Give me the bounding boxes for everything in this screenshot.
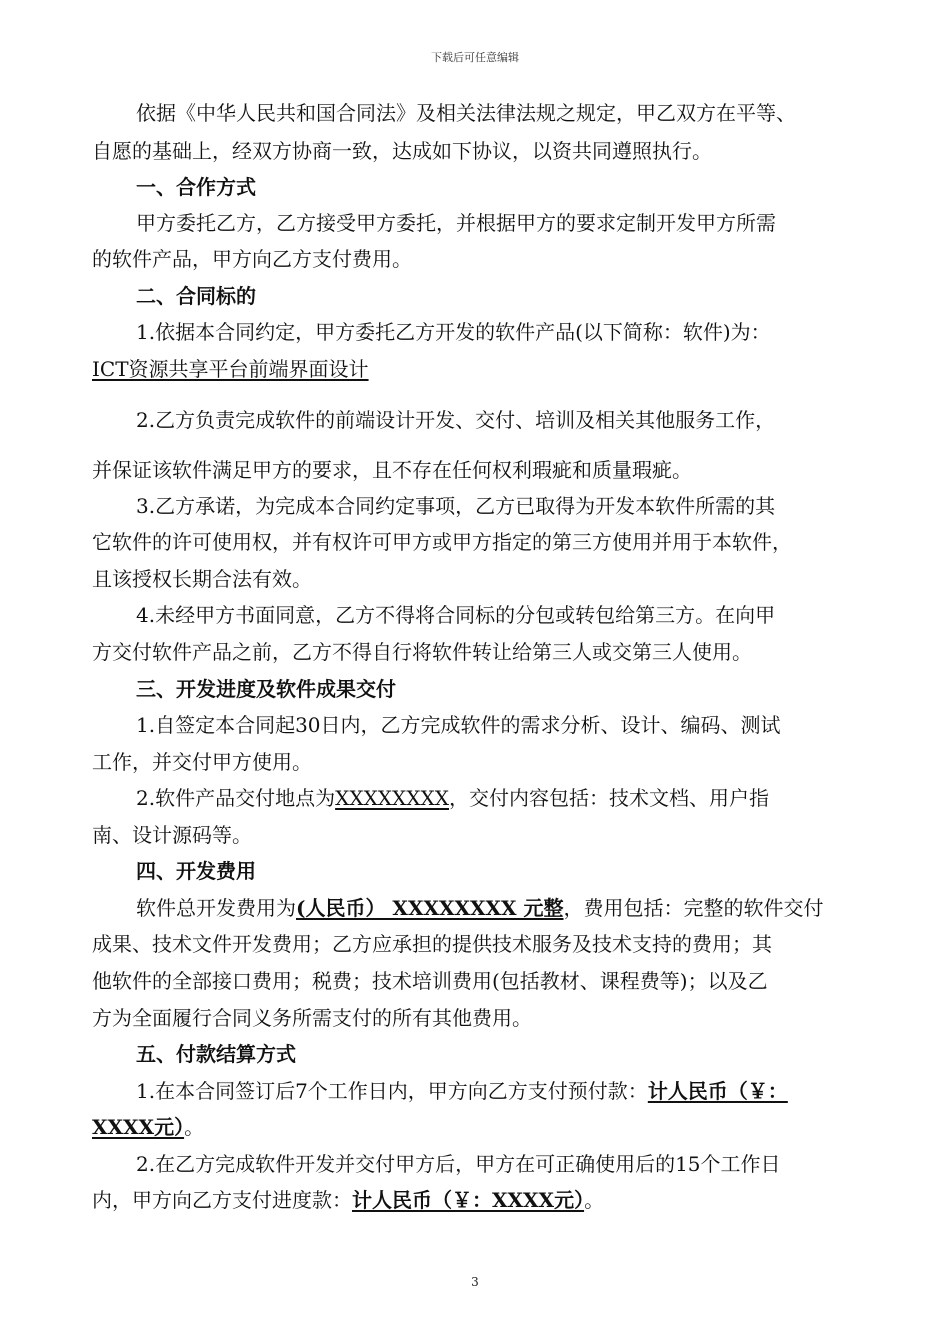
paragraph-line: 甲方委托乙方，乙方接受甲方委托，并根据甲方的要求定制开发甲方所需 (136, 211, 776, 235)
total-fee-amount: (人民币） XXXXXXXX 元整 (296, 896, 564, 920)
line-text: 2.软件产品交付地点为 (136, 786, 336, 810)
paragraph-line (136, 895, 862, 921)
prepayment-amount-cont: XXXX元） (92, 1115, 185, 1139)
paragraph-line: 依据《中华人民共和国合同法》及相关法律法规之规定，甲乙双方在平等、 (136, 101, 796, 125)
paragraph-line (136, 785, 862, 811)
delivery-location: XXXXXXXX (335, 786, 449, 810)
paragraph-line: 1.自签定本合同起30日内，乙方完成软件的需求分析、设计、编码、测试 (136, 713, 781, 737)
progress-payment-amount: 计人民币（￥：XXXX元） (352, 1188, 585, 1212)
paragraph-line (92, 1187, 862, 1213)
paragraph-line: 自愿的基础上，经双方协商一致，达成如下协议，以资共同遵照执行。 (92, 139, 712, 163)
paragraph-line: 2.乙方负责完成软件的前端设计开发、交付、培训及相关其他服务工作， (136, 408, 776, 432)
line-text: 1.在本合同签订后7个工作日内，甲方向乙方支付预付款： (136, 1079, 648, 1103)
software-name-text: ICT资源共享平台前端界面设计 (92, 357, 369, 381)
section-heading-cooperation: 一、合作方式 (136, 175, 256, 199)
paragraph-line: 并保证该软件满足甲方的要求，且不存在任何权利瑕疵和质量瑕疵。 (92, 458, 692, 482)
line-text: 软件总开发费用为 (136, 896, 296, 920)
line-text: 。 (184, 1115, 205, 1139)
paragraph-line: 且该授权长期合法有效。 (92, 567, 312, 591)
paragraph-line: 3.乙方承诺，为完成本合同约定事项，乙方已取得为开发本软件所需的其 (136, 494, 776, 518)
paragraph-line: 南、设计源码等。 (92, 823, 252, 847)
software-name (92, 356, 862, 382)
paragraph-line (136, 1078, 862, 1104)
paragraph-line: 的软件产品，甲方向乙方支付费用。 (92, 247, 412, 271)
section-heading-payment: 五、付款结算方式 (136, 1042, 296, 1066)
paragraph-line: 4.未经甲方书面同意，乙方不得将合同标的分包或转包给第三方。在向甲 (136, 603, 776, 627)
line-text: ，交付内容包括：技术文档、用户指 (449, 786, 769, 810)
section-heading-fees: 四、开发费用 (136, 859, 256, 883)
paragraph-line: 工作，并交付甲方使用。 (92, 750, 312, 774)
paragraph-line: 它软件的许可使用权，并有权许可甲方或甲方指定的第三方使用并用于本软件， (92, 530, 792, 554)
line-text: ，费用包括：完整的软件交付 (563, 896, 824, 920)
paragraph-line: 方为全面履行合同义务所需支付的所有其他费用。 (92, 1006, 532, 1030)
page-number: 3 (471, 1275, 479, 1289)
paragraph-line: 他软件的全部接口费用；税费；技术培训费用(包括教材、课程费等)；以及乙 (92, 969, 768, 993)
prepayment-amount: 计人民币（￥： (647, 1079, 788, 1103)
section-heading-schedule: 三、开发进度及软件成果交付 (136, 677, 396, 701)
header-note: 下载后可任意编辑 (431, 51, 519, 64)
line-text: 。 (584, 1188, 605, 1212)
paragraph-line: 2.在乙方完成软件开发并交付甲方后，甲方在可正确使用后的15个工作日 (136, 1152, 781, 1176)
paragraph-line (92, 1114, 862, 1140)
paragraph-line: 成果、技术文件开发费用；乙方应承担的提供技术服务及技术支持的费用；其 (92, 932, 772, 956)
paragraph-line: 1.依据本合同约定，甲方委托乙方开发的软件产品(以下简称：软件)为： (136, 320, 771, 344)
line-text: 内，甲方向乙方支付进度款： (92, 1188, 352, 1212)
section-heading-subject: 二、合同标的 (136, 284, 256, 308)
paragraph-line: 方交付软件产品之前，乙方不得自行将软件转让给第三人或交第三人使用。 (92, 640, 752, 664)
